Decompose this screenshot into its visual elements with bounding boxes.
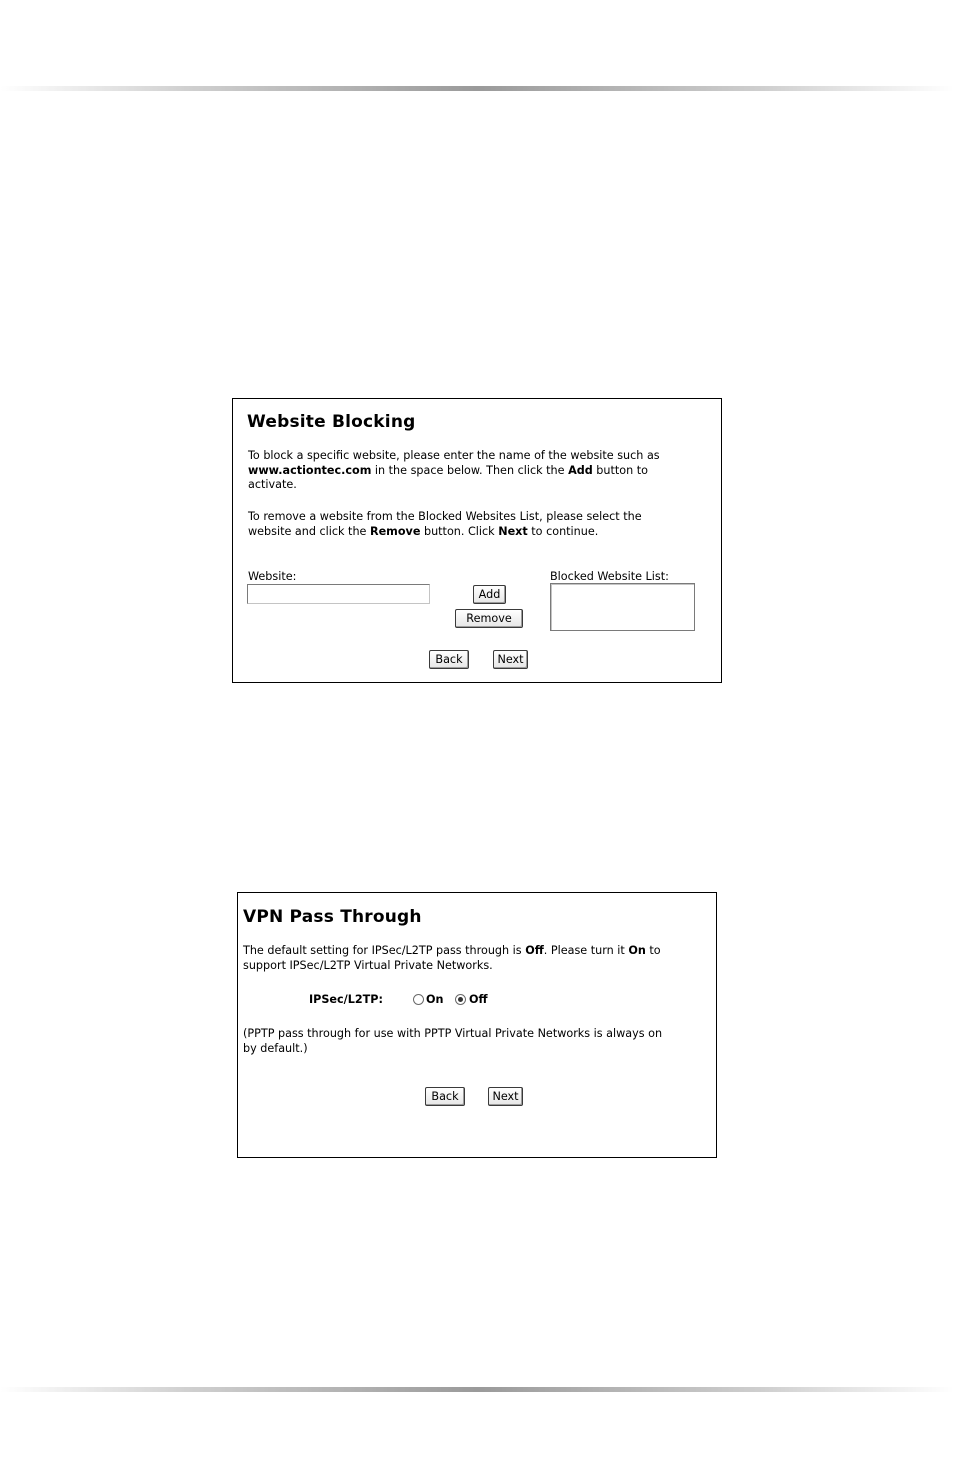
website-blocking-panel [232,398,722,683]
vpn-pass-through-title: VPN Pass Through [243,907,422,927]
remove-button[interactable]: Remove [455,609,523,628]
blocked-website-list[interactable] [550,583,695,631]
ipsec-on-radio[interactable] [413,994,424,1005]
vpn-pass-through-instructions: The default setting for IPSec/L2TP pass through is Off. Please turn it On to support IPSec/L2TP Virtual Private Networks. [243,944,661,972]
vpn-back-button[interactable]: Back [425,1087,465,1106]
ipsec-off-label: Off [469,993,488,1006]
website-label: Website: [248,570,297,583]
vpn-pass-through-panel [237,892,717,1158]
website-blocking-title: Website Blocking [247,412,416,432]
add-button[interactable]: Add [473,585,506,604]
ipsec-on-label: On [426,993,444,1006]
website-blocking-instructions: To block a specific website, please enter the name of the website such as www.actiontec.com in the space below. Then click the Add button to activate. [248,449,660,491]
website-blocking-remove-instructions: To remove a website from the Blocked Websites List, please select the website and click the Remove button. Click Next to continue. [248,510,642,538]
top-divider [0,86,954,91]
vpn-next-button[interactable]: Next [488,1087,523,1106]
next-button[interactable]: Next [493,650,528,669]
pptp-note: (PPTP pass through for use with PPTP Virtual Private Networks is always on by default.) [243,1027,663,1055]
ipsec-off-radio[interactable] [455,994,466,1005]
back-button[interactable]: Back [429,650,469,669]
bottom-divider [0,1387,954,1392]
ipsec-l2tp-label: IPSec/L2TP: [309,993,383,1006]
website-input[interactable] [247,584,430,604]
blocked-website-list-label: Blocked Website List: [550,570,669,583]
